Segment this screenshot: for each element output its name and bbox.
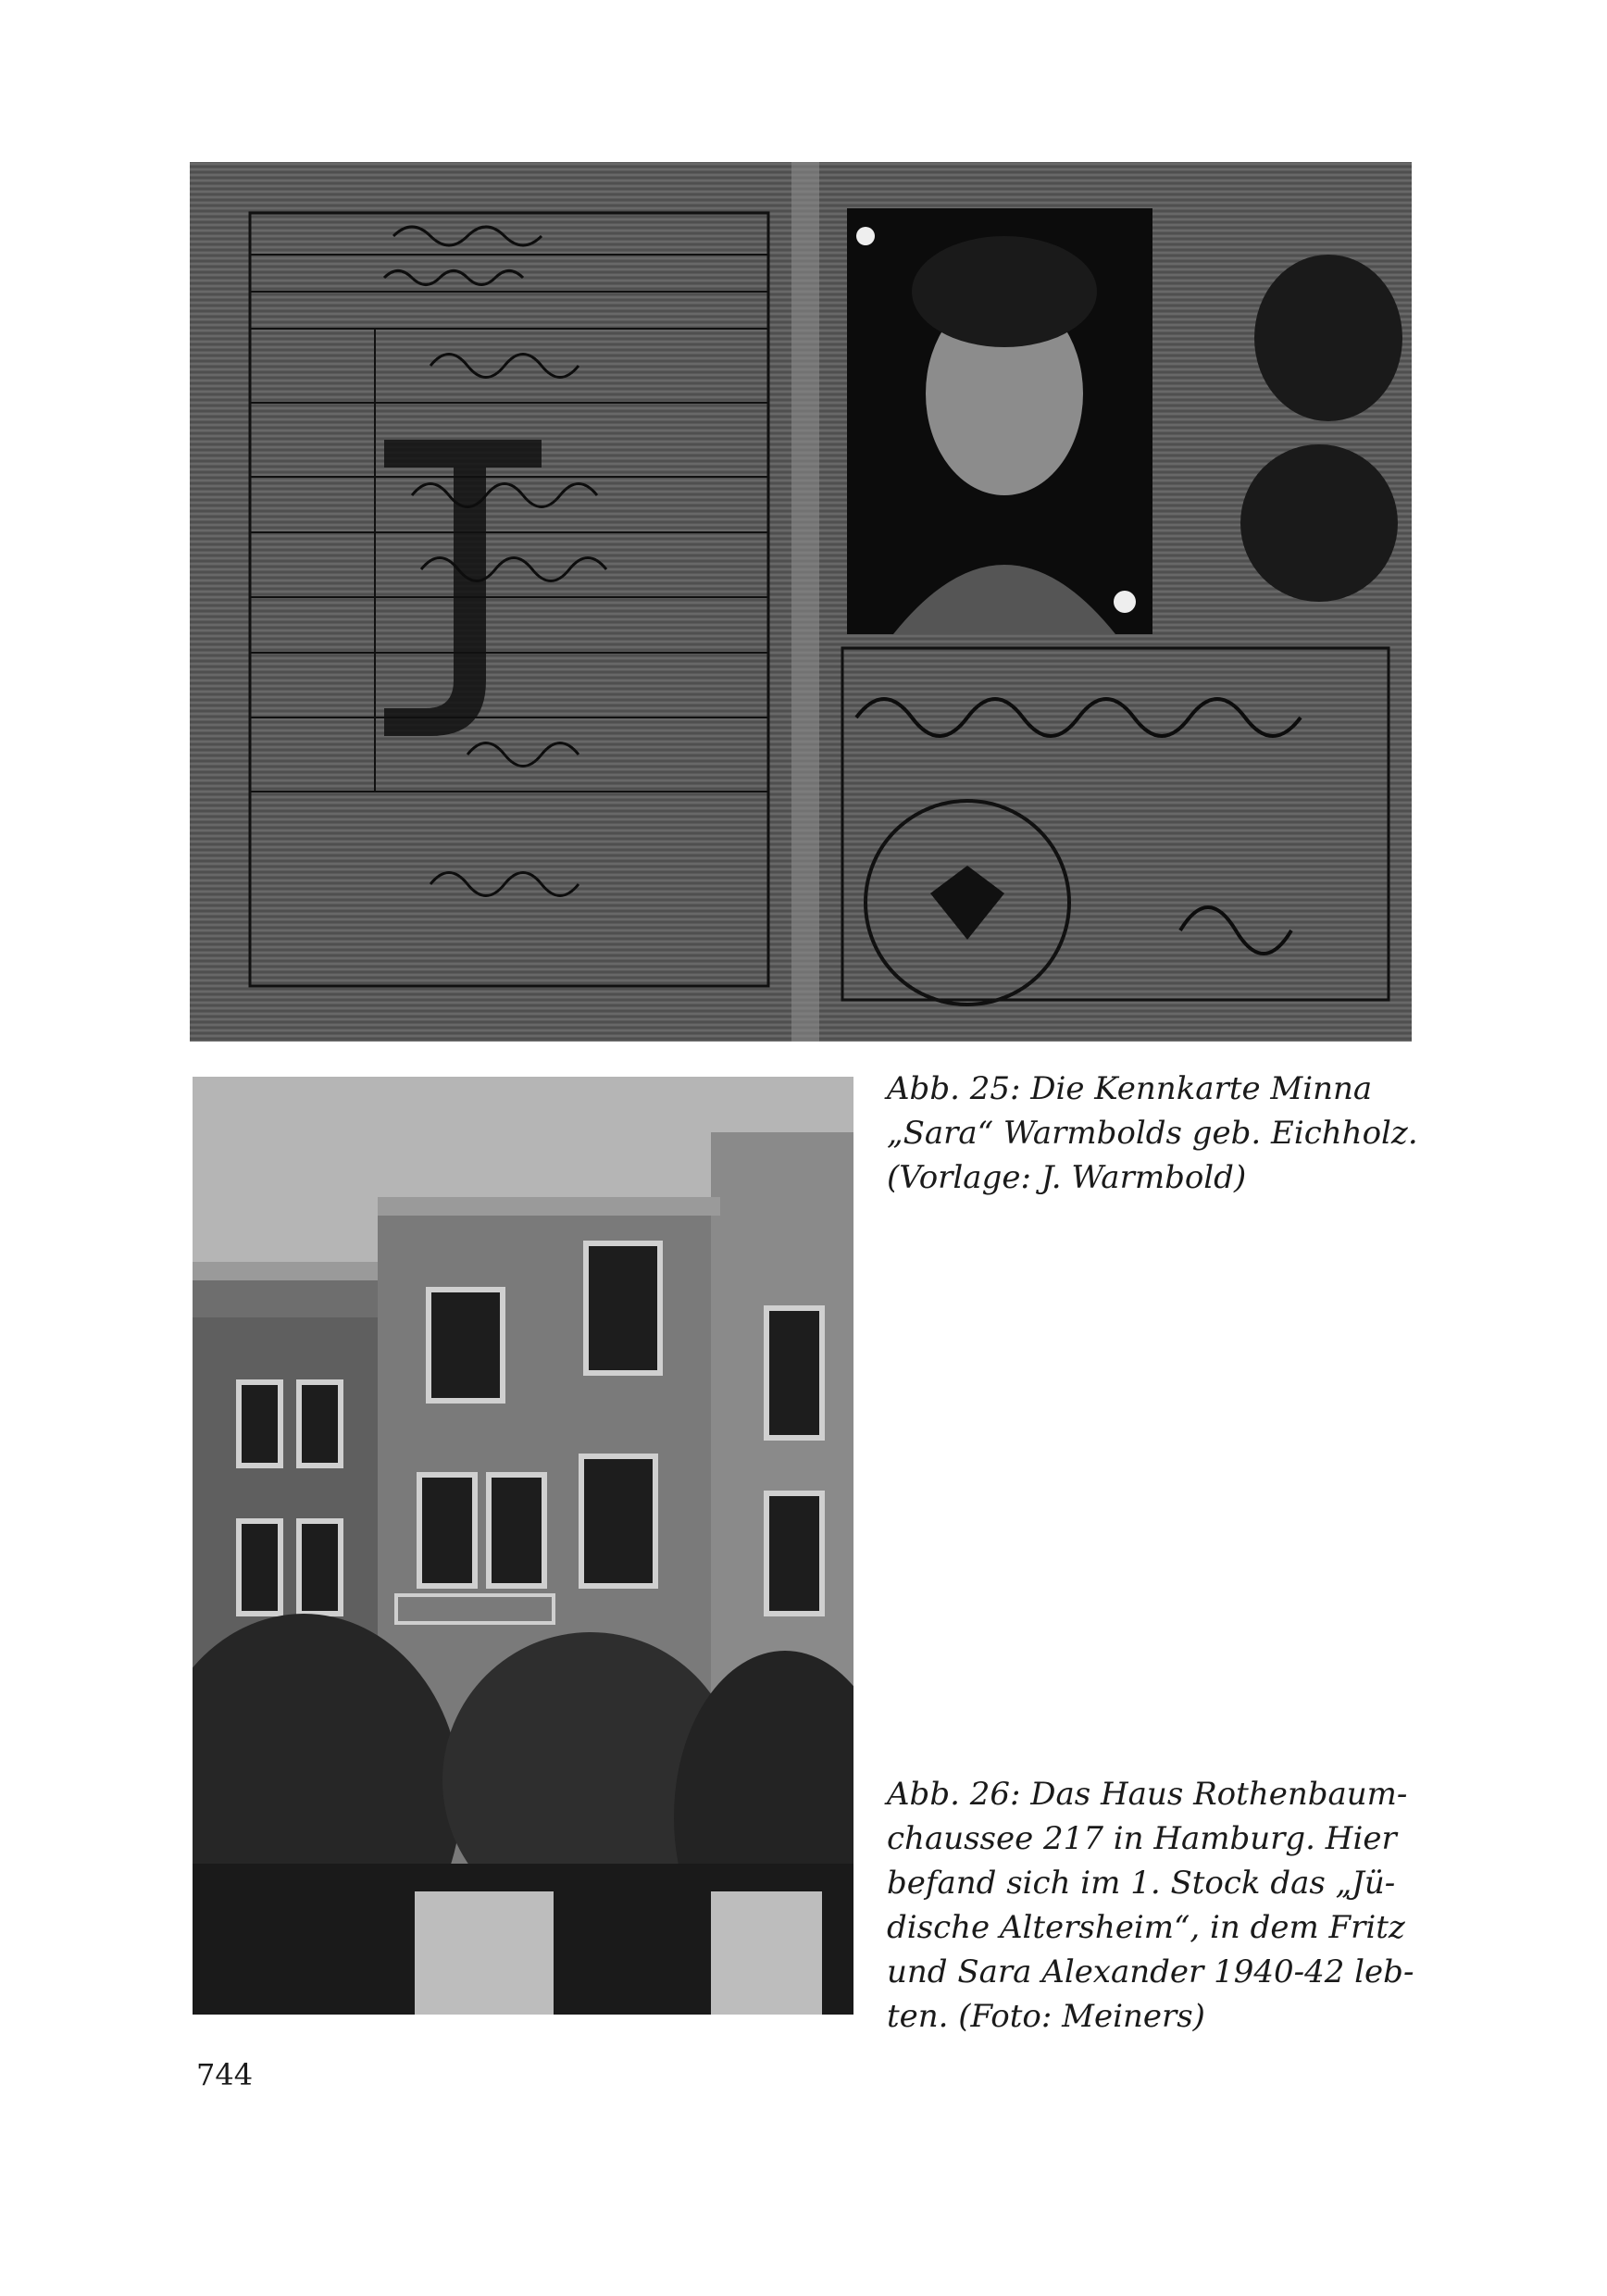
caption-line: ten. (Foto: Meiners) bbox=[887, 1998, 1205, 2035]
id-card-image bbox=[190, 162, 1412, 1042]
caption-line: dische Altersheim“, in dem Fritz bbox=[887, 1909, 1405, 1946]
house-image bbox=[193, 1077, 853, 2015]
caption-line: befand sich im 1. Stock das „Jü- bbox=[887, 1865, 1396, 1902]
caption-line: chaussee 217 in Hamburg. Hier bbox=[887, 1820, 1397, 1857]
caption-line: „Sara“ Warmbolds geb. Eichholz. bbox=[887, 1115, 1418, 1152]
figure-26-caption bbox=[887, 1772, 1424, 2039]
caption-line: Abb. 25: Die Kennkarte Minna bbox=[887, 1070, 1373, 1107]
id-card-photo bbox=[190, 162, 1412, 1042]
caption-line: Abb. 26: Das Haus Rothenbaum- bbox=[887, 1776, 1408, 1813]
page-number: 744 bbox=[196, 2057, 254, 2092]
house-photo bbox=[193, 1077, 853, 2015]
caption-line: und Sara Alexander 1940-42 leb- bbox=[887, 1953, 1414, 1990]
caption-line: (Vorlage: J. Warmbold) bbox=[887, 1159, 1247, 1196]
figure-25-caption bbox=[887, 1067, 1424, 1200]
